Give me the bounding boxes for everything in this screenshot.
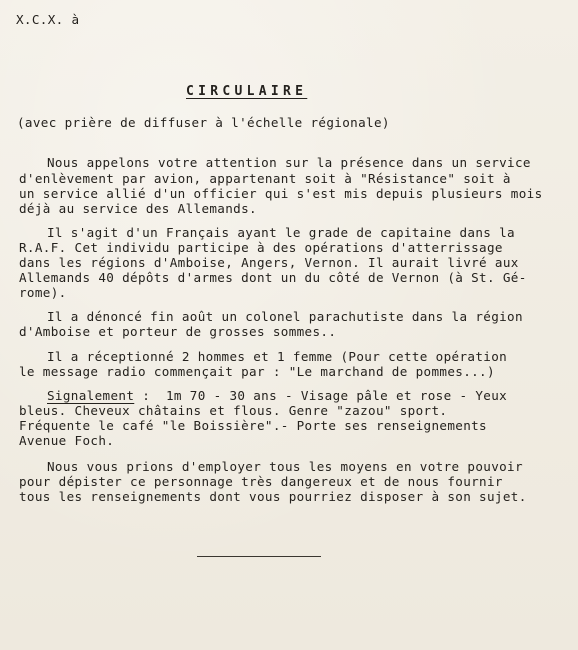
paragraph-2-line-3: dans les régions d'Amboise, Angers, Vernon. Il aurait livré aux <box>19 255 519 270</box>
paragraph-2-line-4: Allemands 40 dépôts d'armes dont un du côté de Vernon (à St. Gé- <box>19 270 527 285</box>
paragraph-4-line-2: le message radio commençait par : "Le marchand de pommes...) <box>19 364 495 379</box>
paragraph-2-line-5: rome). <box>19 285 67 300</box>
closing-rule <box>197 556 321 557</box>
paragraph-5-line-3: Fréquente le café "le Boissière".- Porte ses renseignements <box>19 418 487 433</box>
signalement-label: Signalement <box>47 388 135 403</box>
signalement-text: : 1m 70 - 30 ans - Visage pâle et rose - Yeux <box>134 388 508 403</box>
paragraph-5-line-4: Avenue Foch. <box>19 433 115 448</box>
paragraph-6-line-2: pour dépister ce personnage très dangereux et de nous fournir <box>19 474 503 489</box>
paragraph-2-line-1: Il s'agit d'un Français ayant le grade de capitaine dans la <box>47 225 515 240</box>
document-title: CIRCULAIRE <box>186 84 308 99</box>
paragraph-1-line-1: Nous appelons votre attention sur la présence dans un service <box>47 155 531 170</box>
paragraph-1-line-2: d'enlèvement par avion, appartenant soit à "Résistance" soit à <box>19 171 511 186</box>
paragraph-4-line-1: Il a réceptionné 2 hommes et 1 femme (Pour cette opération <box>47 349 508 364</box>
paragraph-5-line-2: bleus. Cheveux châtains et flous. Genre "zazou" sport. <box>19 403 448 418</box>
paragraph-2-line-2: R.A.F. Cet individu participe à des opérations d'atterrissage <box>19 240 503 255</box>
paragraph-6-line-3: tous les renseignements dont vous pourriez disposer à son sujet. <box>19 489 527 504</box>
paragraph-1-line-3: un service allié d'un officier qui s'est mis depuis plusieurs mois <box>19 186 543 201</box>
paragraph-1-line-4: déjà au service des Allemands. <box>19 201 257 216</box>
paragraph-6-line-1: Nous vous prions d'employer tous les moyens en votre pouvoir <box>47 459 523 474</box>
signalement-line-1 <box>47 388 507 403</box>
paragraph-3-line-2: d'Amboise et porteur de grosses sommes.. <box>19 324 337 339</box>
document-header: X.C.X. à <box>16 12 80 27</box>
paragraph-3-line-1: Il a dénoncé fin août un colonel parachutiste dans la région <box>47 309 523 324</box>
document-subtitle: (avec prière de diffuser à l'échelle régionale) <box>17 115 390 130</box>
